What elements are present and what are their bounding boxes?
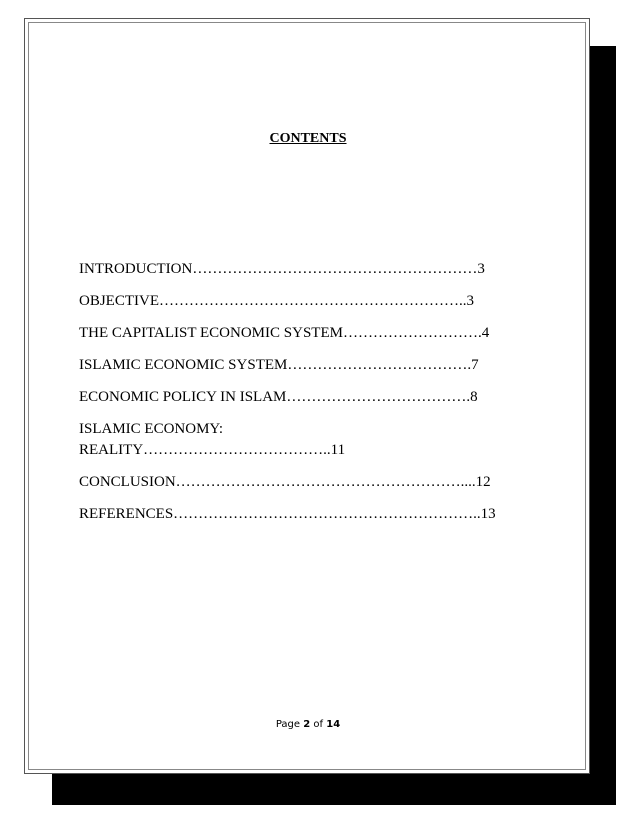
toc-entry-objective: OBJECTIVE……………………………………………………..3 xyxy=(79,293,474,309)
toc-entry-introduction: INTRODUCTION…………………………………………………3 xyxy=(79,261,485,277)
page-number-footer xyxy=(25,719,591,730)
toc-entry-economic-policy-in-islam: ECONOMIC POLICY IN ISLAM……………………………….8 xyxy=(79,389,478,405)
page-label: Page xyxy=(275,719,301,730)
toc-entry-conclusion: CONCLUSION…………………………………………………....12 xyxy=(79,474,491,490)
toc-entry-islamic-economic-system: ISLAMIC ECONOMIC SYSTEM……………………………….7 xyxy=(79,357,479,373)
page-of-label: of xyxy=(313,719,324,730)
table-of-contents xyxy=(79,259,535,536)
contents-heading: CONTENTS xyxy=(269,131,347,146)
total-page-count: 14 xyxy=(326,719,341,730)
document-page xyxy=(24,18,590,774)
current-page-number: 2 xyxy=(303,719,311,730)
toc-entry-islamic-economy-reality: ISLAMIC ECONOMY: REALITY………………………………..11 xyxy=(79,421,346,458)
toc-entry-capitalist-economic-system: THE CAPITALIST ECONOMIC SYSTEM……………………….4 xyxy=(79,325,490,341)
toc-entry-references: REFERENCES……………………………………………………..13 xyxy=(79,506,496,522)
